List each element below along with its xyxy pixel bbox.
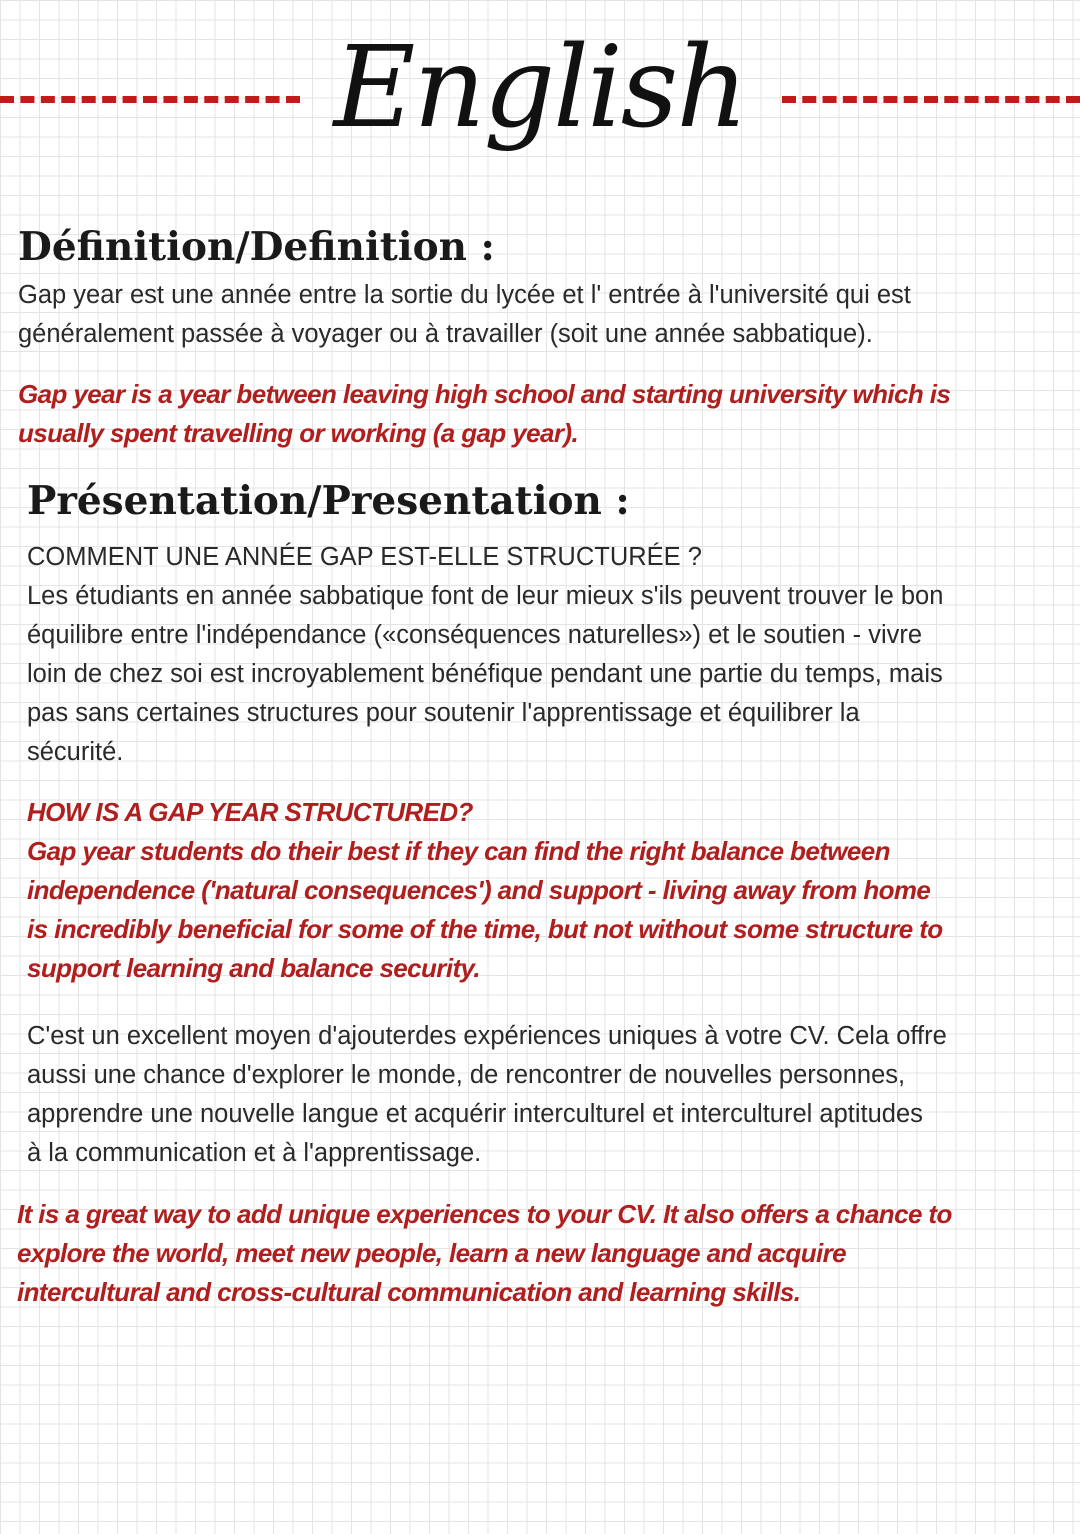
page-header [0,18,1080,168]
text-line: support learning and balance security. [27,953,481,983]
text-line: loin de chez soi est incroyablement bénéfique pendant une partie du temps, mais [27,660,943,688]
text-line: apprendre une nouvelle langue et acquérir interculturel et interculturel aptitudes [27,1100,923,1128]
text-line: intercultural and cross-cultural communication and learning skills. [17,1277,801,1307]
text-line: independence ('natural consequences') and support - living away from home [27,875,931,905]
presentation-heading: Présentation/Presentation : [27,478,630,524]
definition-heading: Définition/Definition : [18,224,495,270]
text-line: C'est un excellent moyen d'ajouterdes expériences uniques à votre CV. Cela offre [27,1022,947,1050]
text-line: is incredibly beneficial for some of the time, but not without some structure to [27,914,943,944]
text-line: COMMENT UNE ANNÉE GAP EST-ELLE STRUCTURÉE ? [27,543,702,571]
page-title: English [333,23,747,153]
text-line: usually spent travelling or working (a gap year). [18,418,579,448]
text-line: explore the world, meet new people, learn a new language and acquire [17,1238,846,1268]
text-line: Gap year est une année entre la sortie du lycée et l' entrée à l'université qui est [18,281,911,309]
presentation-english-text [27,793,943,988]
benefits-english-text [17,1195,952,1312]
text-line: pas sans certaines structures pour soutenir l'apprentissage et équilibrer la [27,699,860,727]
definition-heading-block [18,224,495,270]
text-line: Gap year students do their best if they can find the right balance between [27,836,890,866]
header-dash-left [0,96,300,103]
definition-french-text [18,276,911,354]
text-line: HOW IS A GAP YEAR STRUCTURED? [27,797,473,827]
presentation-french-text [27,538,943,772]
text-line: à la communication et à l'apprentissage. [27,1139,482,1167]
text-line: sécurité. [27,738,124,766]
text-line: généralement passée à voyager ou à travailler (soit une année sabbatique). [18,320,873,348]
text-line: Les étudiants en année sabbatique font de leur mieux s'ils peuvent trouver le bon [27,582,944,610]
text-line: aussi une chance d'explorer le monde, de rencontrer de nouvelles personnes, [27,1061,906,1089]
text-line: Gap year is a year between leaving high school and starting university which is [18,379,951,409]
text-line: It is a great way to add unique experiences to your CV. It also offers a chance to [17,1199,952,1229]
benefits-french-text [27,1017,947,1173]
presentation-heading-block [27,478,630,524]
header-dash-right [782,96,1080,103]
text-line: équilibre entre l'indépendance («conséquences naturelles») et le soutien - vivre [27,621,923,649]
definition-english-text [18,375,950,453]
